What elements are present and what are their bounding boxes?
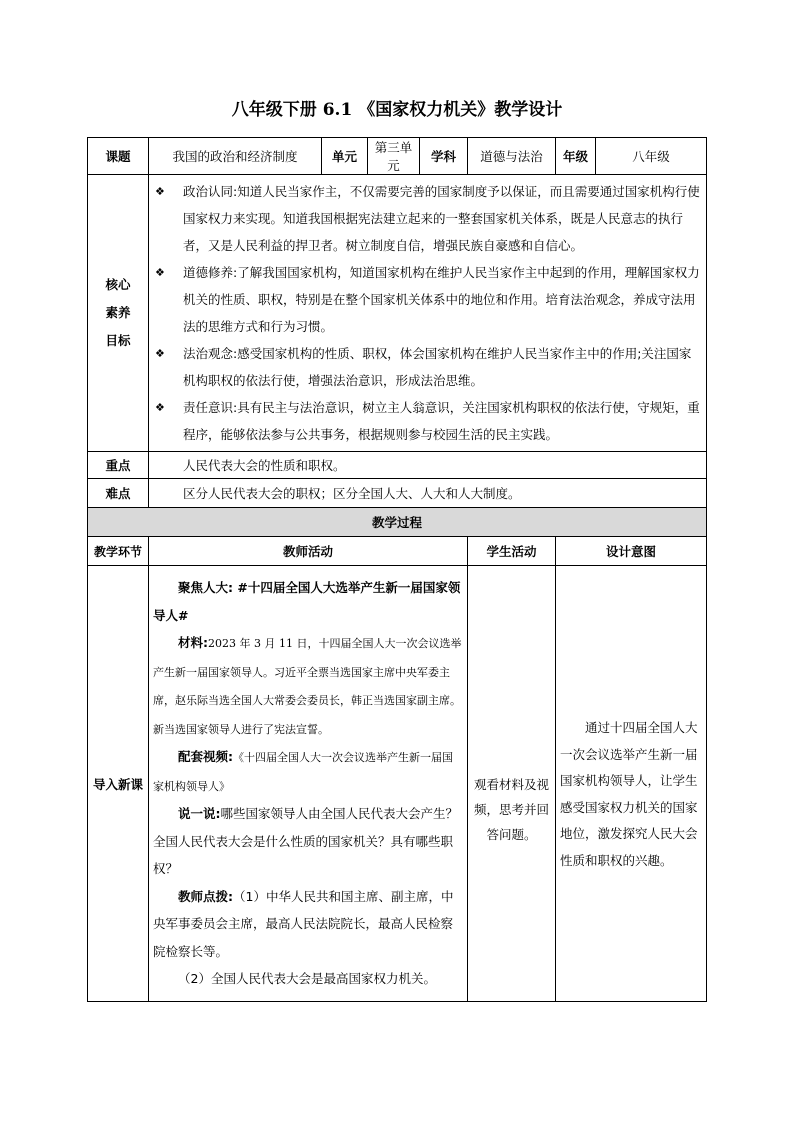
teacher-activity [149, 566, 468, 1002]
header-row [88, 138, 707, 175]
core-goals-label-line: 素养 [105, 305, 131, 320]
diamond-bullet-icon: ❖ [155, 401, 165, 414]
guide-paragraph-2: （2）全国人民代表大会是最高国家权力机关。 [178, 971, 436, 987]
process-row [88, 566, 707, 1002]
subject-label: 学科 [420, 138, 468, 175]
lesson-plan-table [87, 137, 707, 1002]
goal-text: 了解我国国家机构，知道国家机构在维护人民当家作主中起到的作用，理解国家权力机关的性质、职权，特别是在整个国家机关体系中的地位和作用。培育法治观念，养成守法用法的思维方式和行为习惯。 [183, 265, 700, 334]
design-intent [556, 566, 707, 1002]
column-intent: 设计意图 [556, 537, 707, 566]
goal-item [149, 178, 700, 259]
goal-list [149, 175, 702, 451]
goal-item [149, 259, 700, 340]
video-text: 《十四届全国人大一次会议选举产生新一届国家机构领导人》 [153, 751, 453, 793]
page-title: 八年级下册 6.1 《国家权力机关》教学设计 [231, 100, 563, 120]
say-label: 说一说: [178, 806, 221, 822]
guide-paragraph [153, 883, 463, 966]
core-goals-label-line: 核心 [105, 277, 131, 292]
goal-head: 道德修养: [183, 265, 238, 280]
material-text: 2023 年 3 月 11 日，十四届全国人大一次会议选举产生新一届国家领导人。习近平全票当选国家主席中央军委主席，赵乐际当选全国人大常委会委员长，韩正当选国家副主席。新当选国家领导人进行了宪法宣誓。 [153, 637, 462, 736]
diamond-bullet-icon: ❖ [155, 185, 165, 198]
process-header-row [88, 537, 707, 566]
design-intent-text: 通过十四届全国人大一次会议选举产生新一届国家机构领导人，让学生感受国家权力机关的国家地位，激发探究人民大会性质和职权的兴趣。 [560, 720, 698, 868]
goal-head: 法治观念: [183, 346, 238, 361]
video-paragraph [153, 743, 463, 800]
stage-cell: 导入新课 [88, 566, 149, 1002]
focus-heading: 聚焦人大: #十四届全国人大选举产生新一届国家领导人# [153, 580, 461, 623]
video-label: 配套视频: [178, 749, 233, 765]
grade-label: 年级 [556, 138, 596, 175]
difficulty-value: 区分人民代表大会的职权；区分全国人大、人大和人大制度。 [149, 479, 707, 508]
key-point-row [88, 452, 707, 479]
key-point-value: 人民代表大会的性质和职权。 [149, 452, 707, 479]
guide-text: （1）中华人民共和国主席、副主席，中央军事委员会主席，最高人民法院院长，最高人民检察院检察长等。 [153, 888, 454, 959]
column-stage: 教学环节 [88, 537, 149, 566]
process-section-title: 教学过程 [88, 508, 707, 537]
goal-head: 政治认同: [183, 184, 238, 199]
diamond-bullet-icon: ❖ [155, 347, 165, 360]
process-section-row [88, 508, 707, 537]
student-activity: 观看材料及视频，思考并回答问题。 [468, 566, 556, 1002]
column-student: 学生活动 [468, 537, 556, 566]
material-label: 材料: [178, 635, 208, 651]
goal-head: 责任意识: [183, 400, 238, 415]
key-point-label: 重点 [88, 452, 149, 479]
goal-text: 知道人民当家作主，不仅需要完善的国家制度予以保证，而且需要通过国家机构行使国家权力来实现。知道我国根据宪法建立起来的一整套国家机关体系，既是人民意志的执行者，又是人民利益的捍卫者。树立制度自信，增强民族自豪感和自信心。 [183, 184, 700, 253]
goal-text: 具有民主与法治意识，树立主人翁意识，关注国家机构职权的依法行使，守规矩，重程序，能够依法参与公共事务，根据规则参与校园生活的民主实践。 [183, 400, 700, 442]
core-goals-row [88, 175, 707, 452]
core-goals-content [149, 175, 707, 452]
guide-label: 教师点拨: [178, 888, 233, 904]
goal-item [149, 394, 700, 448]
diamond-bullet-icon: ❖ [155, 266, 165, 279]
difficulty-row [88, 479, 707, 508]
goal-item [149, 340, 700, 394]
difficulty-label: 难点 [88, 479, 149, 508]
column-teacher: 教师活动 [149, 537, 468, 566]
say-text: 哪些国家领导人由全国人民代表大会产生？全国人民代表大会是什么性质的国家机关？具有哪些职权？ [153, 806, 459, 877]
unit-label: 单元 [322, 138, 368, 175]
subject-value: 道德与法治 [468, 138, 556, 175]
material-paragraph [153, 629, 463, 743]
topic-label: 课题 [88, 138, 149, 175]
topic-value: 我国的政治和经济制度 [149, 138, 322, 175]
unit-value: 第三单元 [368, 138, 420, 175]
goal-text: 感受国家机构的性质、职权，体会国家机构在维护人民当家作主中的作用;关注国家机构职权的依法行使，增强法治意识，形成法治思维。 [183, 346, 692, 388]
grade-value: 八年级 [596, 138, 707, 175]
core-goals-label-line: 目标 [105, 333, 131, 348]
say-paragraph [153, 800, 463, 883]
core-goals-label [88, 175, 149, 452]
